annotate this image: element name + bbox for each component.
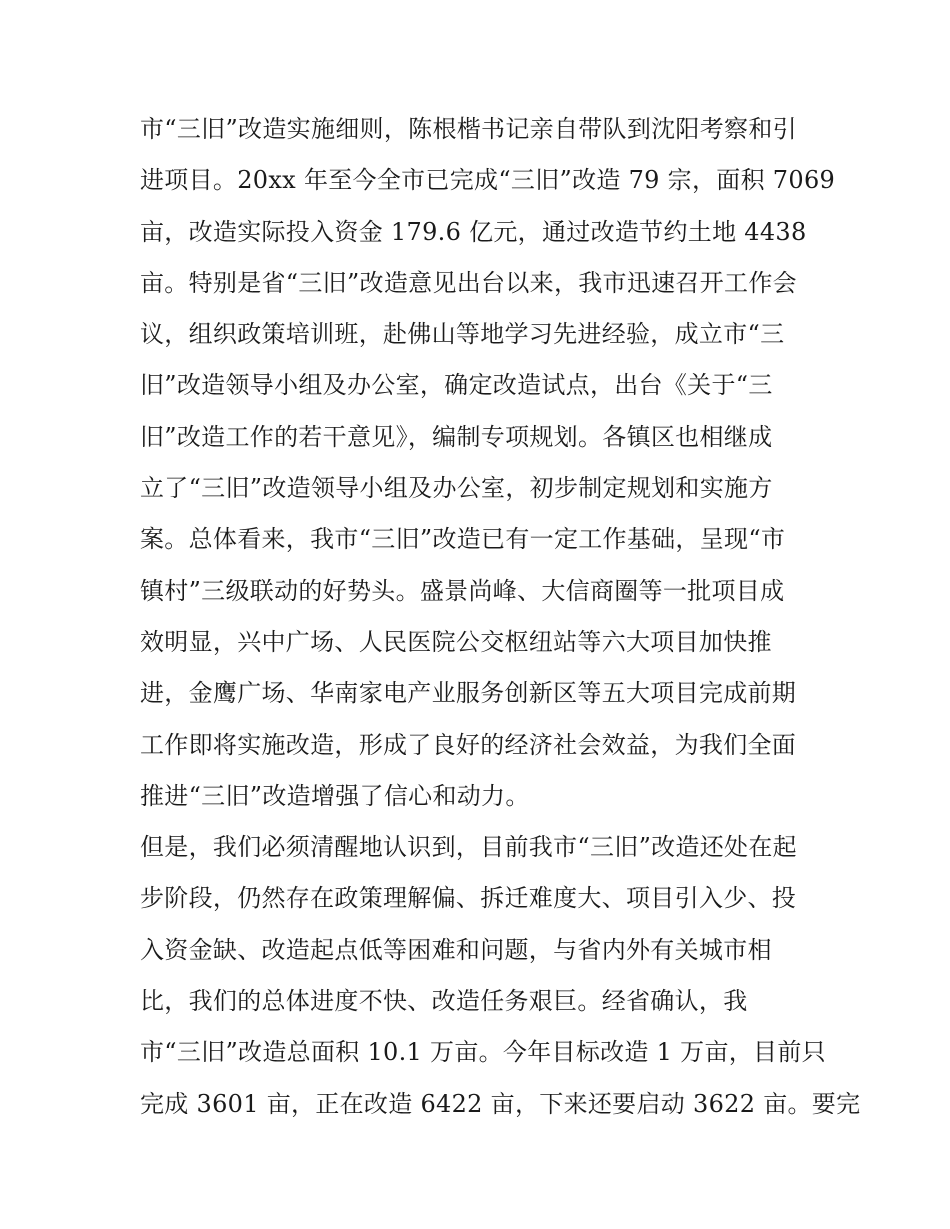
body-text <box>140 104 861 1130</box>
text-line: 效明显，兴中广场、人民医院公交枢纽站等六大项目加快推 <box>140 627 772 656</box>
text-line: 议，组织政策培训班，赴佛山等地学习先进经验，成立市“三 <box>140 320 785 349</box>
text-line: 市“三旧”改造实施细则，陈根楷书记亲自带队到沈阳考察和引 <box>140 115 797 143</box>
text-line: 入资金缺、改造起点低等困难和问题，与省内外有关城市相 <box>140 935 772 964</box>
text-line: 旧”改造工作的若干意见》，编制专项规划。各镇区也相继成 <box>140 422 773 451</box>
text-line: 进，金鹰广场、华南家电产业服务创新区等五大项目完成前期 <box>140 679 797 708</box>
text-line: 亩，改造实际投入资金 179.6 亿元，通过改造节约土地 4438 <box>140 217 807 246</box>
text-line: 镇村”三级联动的好势头。盛景尚峰、大信商圈等一批项目成 <box>140 576 785 605</box>
text-line: 但是，我们必须清醒地认识到，目前我市“三旧”改造还处在起 <box>140 833 797 862</box>
text-line: 立了“三旧”改造领导小组及办公室，初步制定规划和实施方 <box>140 474 773 503</box>
text-line: 推进“三旧”改造增强了信心和动力。 <box>140 781 530 810</box>
text-line: 步阶段，仍然存在政策理解偏、拆迁难度大、项目引入少、投 <box>140 884 797 913</box>
text-line: 市“三旧”改造总面积 10.1 万亩。今年目标改造 1 万亩，目前只 <box>140 1038 826 1067</box>
text-line: 工作即将实施改造，形成了良好的经济社会效益，为我们全面 <box>140 730 797 759</box>
text-line: 案。总体看来，我市“三旧”改造已有一定工作基础，呈现“市 <box>140 525 786 554</box>
text-line: 进项目。20xx 年至今全市已完成“三旧”改造 79 宗，面积 7069 <box>140 166 836 195</box>
text-line: 完成 3601 亩，正在改造 6422 亩，下来还要启动 3622 亩。要完 <box>140 1089 861 1118</box>
text-line: 亩。特别是省“三旧”改造意见出台以来，我市迅速召开工作会 <box>140 268 797 297</box>
text-line: 比，我们的总体进度不快、改造任务艰巨。经省确认，我 <box>140 987 748 1016</box>
text-line: 旧”改造领导小组及办公室，确定改造试点，出台《关于“三 <box>140 371 773 400</box>
